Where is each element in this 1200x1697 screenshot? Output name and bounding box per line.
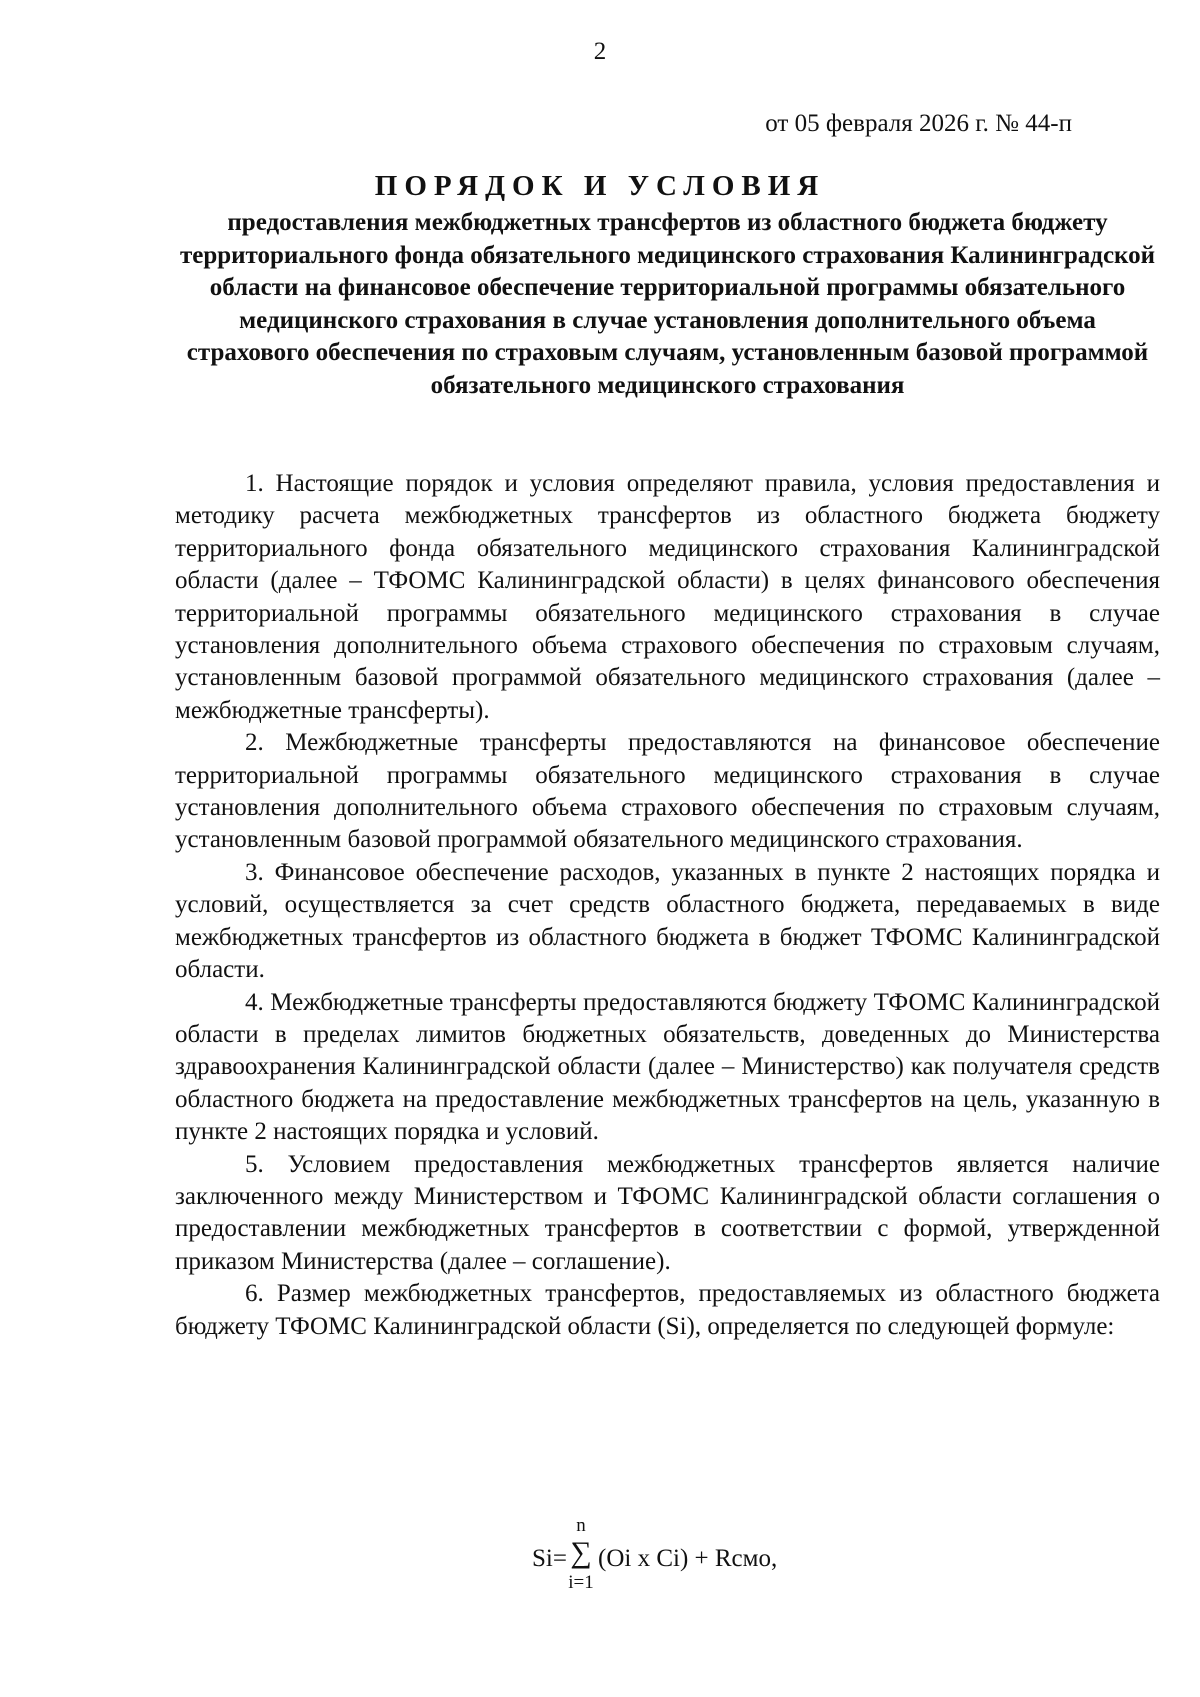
paragraph-4: 4. Межбюджетные трансферты предоставляются бюджету ТФОМС Калининградской области в пределах лимитов бюджетных обязательств, доведенных до Министерства здравоохранения Калининградской области (далее – Министерство) как получателя средств областного бюджета на предоставление межбюджетных трансфертов на цель, указанную в пункте 2 настоящих порядка и условий. <box>175 988 1160 1146</box>
paragraph-5: 5. Условием предоставления межбюджетных трансфертов является наличие заключенного между Министерством и ТФОМС Калининградской области соглашения о предоставлении межбюджетных трансфертов в соответствии с формой, утвержденной приказом Министерства (далее – соглашение). <box>175 1150 1160 1275</box>
paragraph-1: 1. Настоящие порядок и условия определяют правила, условия предоставления и методику расчета межбюджетных трансфертов из областного бюджета бюджету территориального фонда обязательного медицинского страхования Калининградской области (далее – ТФОМС Калининградской области) в целях финансового обеспечения территориальной программы обязательного медицинского страхования в случае установления дополнительного объема страхового обеспечения по страховым случаям, установленным базовой программой обязательного медицинского страхования (далее – межбюджетные трансферты). <box>175 470 1160 724</box>
formula-rhs: (Oi x Ci) + Rсмо, <box>598 1545 778 1572</box>
document-date-number: от 05 февраля 2026 г. № 44-п <box>765 110 1072 137</box>
summation-block <box>566 1515 596 1597</box>
summation-lower-limit: i=1 <box>568 1572 594 1593</box>
summation-upper-limit: n <box>576 1515 586 1536</box>
formula-lhs: Si= <box>532 1545 567 1572</box>
paragraph-2: 2. Межбюджетные трансферты предоставляются на финансовое обеспечение территориальной программы обязательного медицинского страхования в случае установления дополнительного объема страхового обеспечения по страховым случаям, установленным базовой программой обязательного медицинского страхования. <box>175 729 1160 854</box>
paragraph-3: 3. Финансовое обеспечение расходов, указанных в пункте 2 настоящих порядка и условий, осуществляется за счет средств областного бюджета, передаваемых в виде межбюджетных трансфертов из областного бюджета в бюджет ТФОМС Калининградской области. <box>175 858 1160 984</box>
document-subtitle: предоставления межбюджетных трансфертов из областного бюджета бюджету территориального фонда обязательного медицинского страхования Калининградской области на финансовое обеспечение территориальной программы обязательного медицинского страхования в случае установления дополнительного объема страхового обеспечения по страховым случаям, установленным базовой программой обязательного медицинского страхования <box>179 209 1156 399</box>
paragraph-6: 6. Размер межбюджетных трансфертов, предоставляемых из областного бюджета бюджету ТФОМС Калининградской области (Si), определяется по следующей формуле: <box>175 1280 1160 1340</box>
page-number: 2 <box>593 38 607 65</box>
summation-sign: ∑ <box>570 1536 592 1569</box>
document-title: ПОРЯДОК И УСЛОВИЯ <box>374 170 826 202</box>
document-body <box>175 468 1160 1343</box>
